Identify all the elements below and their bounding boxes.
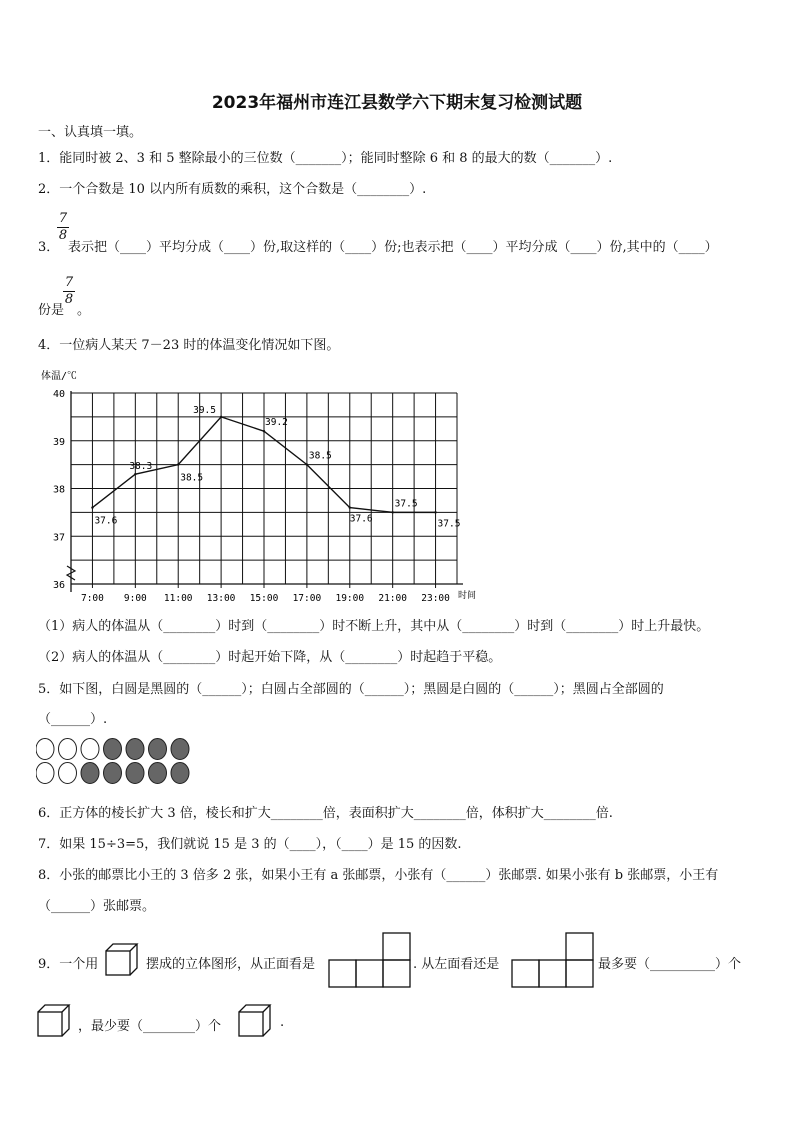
x-tick-label: 13:00: [206, 593, 236, 602]
black-circle: [104, 739, 122, 760]
data-point: [220, 416, 222, 418]
x-tick-label: 23:00: [421, 593, 450, 602]
question-3-number: 3．: [38, 240, 60, 255]
fraction-numerator: 7: [58, 211, 68, 226]
question-8: 8．小张的邮票比小王的 3 倍多 2 张，如果小王有 a 张邮票，小张有（______）张邮票. 如果小张有 b 张邮票，小王有: [38, 868, 719, 883]
question-4: 4．一位病人某天 7－23 时的体温变化情况如下图。: [38, 338, 340, 353]
question-9-part-a: 9．一个用: [38, 957, 99, 972]
white-circle: [36, 763, 54, 784]
question-5-continued: （______）.: [38, 712, 108, 727]
white-circle: [59, 763, 77, 784]
question-9-part-b: 摆成的立体图形，从正面看是: [146, 957, 316, 972]
white-circle: [36, 739, 54, 760]
black-circle: [81, 763, 99, 784]
x-tick-label: 17:00: [292, 593, 322, 602]
question-5: 5．如下图，白圆是黑圆的（______）；白圆占全部圆的（______）；黑圆是白圆的（______）；黑圆占全部圆的: [38, 682, 664, 697]
x-tick-label: 9:00: [123, 593, 147, 602]
question-9-part-c: . 从左面看还是: [413, 957, 500, 972]
circle-figure: [36, 737, 206, 787]
black-circle: [171, 739, 189, 760]
y-tick-label: 36: [53, 580, 66, 591]
front-view-figure: [328, 932, 412, 988]
black-circle: [171, 763, 189, 784]
y-axis-title: 体温/℃: [41, 371, 78, 382]
black-circle: [149, 739, 167, 760]
y-tick-label: 39: [53, 436, 66, 448]
data-point: [91, 506, 93, 508]
x-tick-label: 21:00: [378, 593, 407, 602]
data-label: 39.5: [193, 404, 217, 416]
question-9-part-e: ，最少要（________）个: [78, 1019, 222, 1034]
data-point: [177, 463, 179, 465]
fraction-numerator: 7: [64, 275, 74, 290]
black-circle: [149, 763, 167, 784]
data-label: 37.6: [349, 513, 373, 525]
x-tick-label: 19:00: [335, 593, 365, 602]
question-9-part-d: 最多要（__________）个: [598, 957, 742, 972]
question-9-part-f: .: [280, 1015, 285, 1030]
y-tick-label: 38: [53, 484, 66, 496]
cube-icon: [104, 942, 140, 978]
data-label: 38.5: [308, 450, 332, 462]
white-circle: [81, 739, 99, 760]
data-point: [134, 473, 136, 475]
data-point: [349, 506, 351, 508]
x-tick-label: 15:00: [249, 593, 279, 602]
data-point: [263, 430, 265, 432]
x-tick-label: 11:00: [163, 593, 193, 602]
left-view-figure: [511, 932, 595, 988]
y-tick-label: 40: [53, 389, 66, 400]
fraction-denominator: 8: [58, 228, 68, 243]
white-circle: [59, 739, 77, 760]
question-2: 2．一个合数是 10 以内所有质数的乘积，这个合数是（________）.: [38, 182, 427, 197]
section-heading: 一、认真填一填。: [38, 125, 143, 140]
data-point: [434, 511, 436, 513]
y-tick-label: 37: [53, 532, 66, 544]
data-label: 38.5: [180, 472, 204, 484]
question-3-text: 表示把（____）平均分成（____）份,取这样的（____）份;也表示把（____）平均分成（____）份,其中的（____）: [68, 240, 718, 255]
question-3-tail-pre: 份是: [38, 303, 65, 318]
data-label: 37.5: [394, 498, 418, 510]
fraction-7-8-second: [63, 276, 75, 307]
question-4-part-1: （1）病人的体温从（________）时到（________）时不断上升，其中从（________）时到（________）时上升最快。: [38, 619, 710, 634]
temperature-chart: [30, 362, 480, 602]
data-label: 37.6: [94, 515, 118, 527]
page-title: 2023年福州市连江县数学六下期末复习检测试题: [211, 93, 583, 113]
data-point: [391, 511, 393, 513]
question-8-continued: （______）张邮票。: [38, 899, 156, 914]
cube-icon: [36, 1003, 72, 1039]
question-3-tail-post: 。: [77, 303, 91, 318]
question-4-part-2: （2）病人的体温从（________）时起开始下降，从（________）时起趋于平稳。: [38, 650, 502, 665]
question-1: 1．能同时被 2、3 和 5 整除最小的三位数（_______）；能同时整除 6 和 8 的最大的数（_______）.: [38, 151, 613, 166]
fraction-denominator: 8: [64, 292, 74, 307]
data-label: 39.2: [265, 417, 288, 429]
x-tick-label: 7:00: [80, 593, 104, 602]
x-axis-title: 时间: [458, 591, 477, 601]
black-circle: [104, 763, 122, 784]
axis-break-icon: [67, 566, 75, 580]
black-circle: [126, 739, 144, 760]
question-6: 6．正方体的棱长扩大 3 倍，棱长和扩大________倍，表面积扩大________倍，体积扩大________倍.: [38, 806, 613, 821]
black-circle: [126, 763, 144, 784]
data-label: 38.3: [129, 461, 153, 473]
data-point: [306, 463, 308, 465]
cube-icon: [237, 1003, 273, 1039]
question-7: 7．如果 15÷3=5，我们就说 15 是 3 的（____），（____）是 15 的因数.: [38, 837, 462, 852]
data-label: 37.5: [437, 518, 461, 530]
